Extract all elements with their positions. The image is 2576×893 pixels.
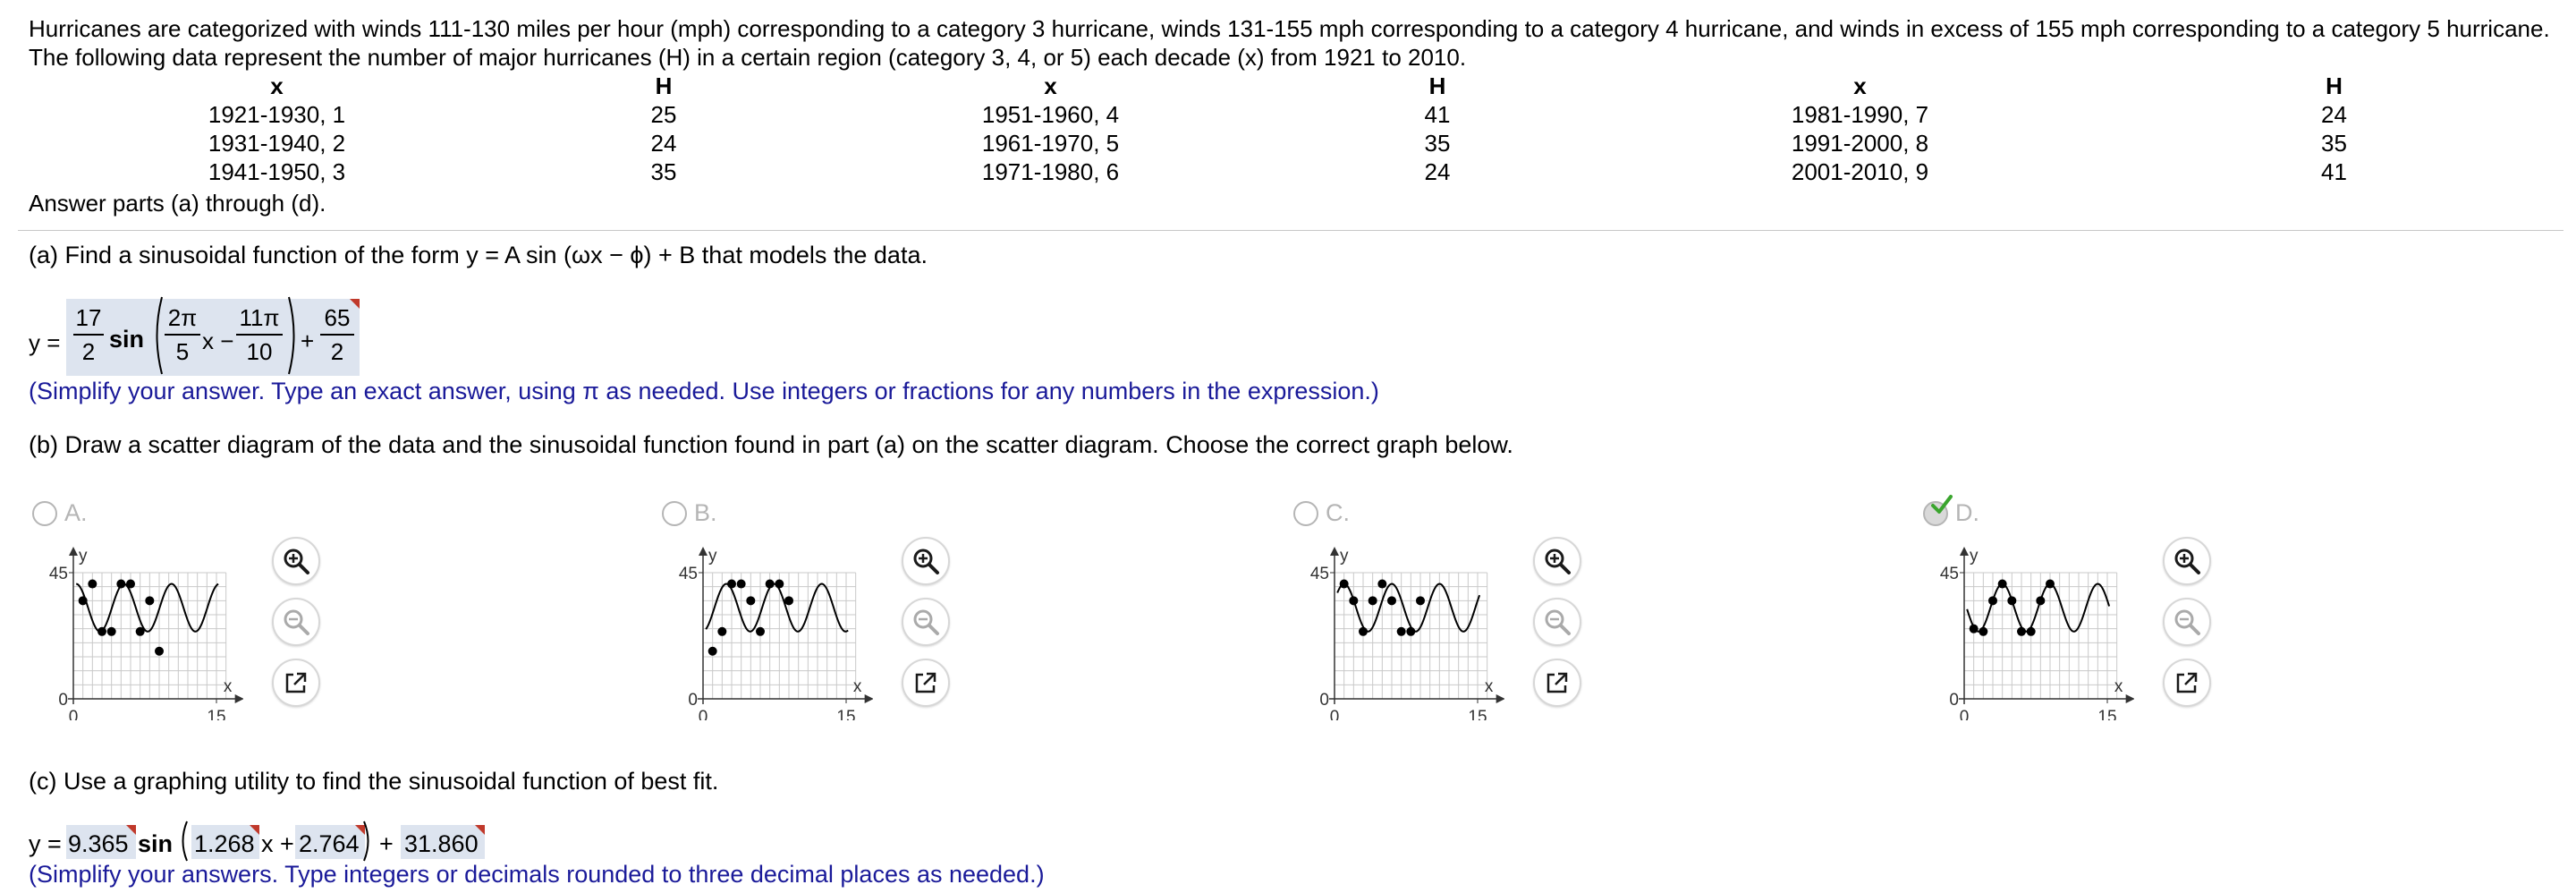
x-tick-label: 15 bbox=[207, 708, 226, 720]
x-axis-arrow bbox=[2126, 694, 2134, 703]
x-axis-arrow bbox=[235, 694, 243, 703]
data-point bbox=[756, 627, 765, 636]
zoom-out-button[interactable] bbox=[1533, 598, 1581, 646]
part-c-amplitude-value: 9.365 bbox=[68, 830, 129, 857]
part-c-note: (Simplify your answers. Type integers or decimals rounded to three decimal places as needed.) bbox=[29, 861, 1045, 888]
data-point bbox=[1349, 596, 1358, 605]
y-tick-label: 45 bbox=[678, 565, 698, 583]
table-cell: 41 bbox=[1424, 101, 1451, 128]
table-header: H bbox=[655, 72, 673, 99]
option-label: D. bbox=[1955, 499, 1979, 526]
data-point bbox=[1340, 580, 1349, 589]
zoom-out-button[interactable] bbox=[2163, 598, 2211, 646]
table-cell: 41 bbox=[2321, 158, 2347, 185]
part-a-vertical-shift-fraction bbox=[320, 304, 354, 366]
table-header: H bbox=[2326, 72, 2343, 99]
y-tick-label: 0 bbox=[58, 691, 68, 710]
data-point bbox=[784, 596, 793, 605]
y-tick-label: 0 bbox=[688, 691, 698, 710]
data-point bbox=[97, 627, 106, 636]
table-cell: 1981-1990, 7 bbox=[1791, 101, 1929, 128]
zoom-in-button[interactable] bbox=[2163, 537, 2211, 585]
part-c-vertical-shift-value: 31.860 bbox=[404, 830, 479, 857]
x-tick-label: 0 bbox=[1959, 708, 1970, 720]
zoom-out-button[interactable] bbox=[902, 598, 950, 646]
part-c-phase-input[interactable] bbox=[295, 825, 365, 859]
option-label: B. bbox=[694, 499, 717, 526]
part-c-phase-value: 2.764 bbox=[299, 830, 360, 857]
option-radio[interactable] bbox=[662, 501, 687, 526]
part-a-omega-fraction bbox=[165, 304, 200, 366]
zoom-in-button[interactable] bbox=[272, 537, 320, 585]
part-c-frequency-value: 1.268 bbox=[194, 830, 255, 857]
y-axis-arrow bbox=[1960, 547, 1969, 556]
y-tick-label: 45 bbox=[1309, 565, 1329, 583]
data-point bbox=[717, 627, 726, 636]
y-axis-arrow bbox=[69, 547, 78, 556]
data-point bbox=[88, 580, 97, 589]
data-point bbox=[1377, 580, 1386, 589]
data-point bbox=[2007, 596, 2016, 605]
y-tick-label: 0 bbox=[1949, 691, 1959, 710]
table-header: H bbox=[1428, 72, 1446, 99]
data-point bbox=[1988, 596, 1997, 605]
data-point bbox=[1979, 627, 1987, 636]
table-cell: 1951-1960, 4 bbox=[981, 101, 1120, 128]
table-header: x bbox=[1044, 72, 1057, 99]
data-point bbox=[79, 596, 88, 605]
y-axis-label: y bbox=[1340, 547, 1349, 566]
part-c-x-plus: x + bbox=[261, 830, 294, 857]
x-tick-label: 15 bbox=[1468, 708, 1487, 720]
zoom-in-button[interactable] bbox=[902, 537, 950, 585]
option-radio[interactable] bbox=[1923, 501, 1948, 526]
option-radio[interactable] bbox=[1293, 501, 1318, 526]
x-axis-label: x bbox=[223, 677, 233, 696]
checkmark-icon bbox=[1930, 494, 1953, 520]
table-cell: 2001-2010, 9 bbox=[1791, 158, 1929, 185]
data-point bbox=[737, 580, 746, 589]
fraction-numerator: 65 bbox=[324, 304, 351, 331]
data-point bbox=[155, 647, 164, 656]
fraction-bar bbox=[236, 334, 283, 336]
table-cell: 24 bbox=[2321, 101, 2347, 128]
fraction-denominator: 5 bbox=[175, 338, 190, 365]
fraction-numerator: 17 bbox=[75, 304, 102, 331]
data-point bbox=[126, 580, 135, 589]
open-in-new-window-button[interactable] bbox=[902, 659, 950, 707]
fraction-numerator: 2π bbox=[167, 304, 198, 331]
data-point bbox=[1416, 596, 1425, 605]
hurricane-data-table bbox=[29, 72, 2524, 186]
data-point bbox=[766, 580, 775, 589]
y-axis-label: y bbox=[708, 547, 717, 566]
part-c-question: (c) Use a graphing utility to find the sinusoidal function of best fit. bbox=[29, 768, 719, 795]
table-row bbox=[29, 129, 2524, 157]
table-row bbox=[29, 100, 2524, 129]
left-paren bbox=[150, 295, 165, 380]
y-tick-label: 45 bbox=[48, 565, 68, 583]
x-axis-label: x bbox=[852, 677, 862, 696]
data-point bbox=[708, 647, 717, 656]
y-axis-label: y bbox=[1970, 547, 1979, 566]
part-a-x-minus: x − bbox=[202, 327, 234, 354]
part-a-y-equals: y = bbox=[29, 329, 61, 356]
x-tick-label: 0 bbox=[698, 708, 708, 720]
option-label: C. bbox=[1326, 499, 1350, 526]
x-tick-label: 0 bbox=[1329, 708, 1340, 720]
part-c-vertical-shift-input[interactable] bbox=[401, 825, 485, 859]
y-tick-label: 45 bbox=[1939, 565, 1959, 583]
data-point bbox=[746, 596, 755, 605]
open-in-new-window-button[interactable] bbox=[1533, 659, 1581, 707]
problem-intro: Hurricanes are categorized with winds 111-130 miles per hour (mph) corresponding to a category 3 hurricane, winds 131-155 mph corresponding to a category 4 hurricane, and winds in excess of 155 mph corresponding to a category 5 hurricane. The following data represent the number of major hurricanes (H) in a certain region (category 3, 4, or 5) each decade (x) from 1921 to 2010. bbox=[29, 15, 2550, 71]
part-c-plus: + bbox=[379, 830, 394, 857]
data-point bbox=[2046, 580, 2055, 589]
part-a-plus: + bbox=[301, 327, 315, 354]
right-paren bbox=[286, 295, 301, 380]
part-c-amplitude-input[interactable] bbox=[66, 825, 136, 859]
part-a-amplitude-fraction bbox=[73, 304, 104, 366]
data-point bbox=[1387, 596, 1396, 605]
table-cell: 1991-2000, 8 bbox=[1791, 130, 1929, 157]
y-tick-label: 0 bbox=[1319, 691, 1329, 710]
part-a-note: (Simplify your answer. Type an exact answer, using π as needed. Use integers or fractions for any numbers in the expression.) bbox=[29, 378, 1379, 404]
fraction-bar bbox=[320, 334, 354, 336]
x-axis-label: x bbox=[1484, 677, 1494, 696]
data-point bbox=[1406, 627, 1415, 636]
open-in-new-window-button[interactable] bbox=[272, 659, 320, 707]
table-row bbox=[29, 157, 2524, 186]
data-point bbox=[136, 627, 145, 636]
x-tick-label: 15 bbox=[836, 708, 856, 720]
x-axis-arrow bbox=[1496, 694, 1504, 703]
table-header-row bbox=[29, 72, 2524, 100]
part-c-y-equals: y = bbox=[29, 830, 62, 857]
part-a-question: (a) Find a sinusoidal function of the form y = A sin (ωx − ϕ) + B that models the data. bbox=[29, 242, 928, 268]
table-header: x bbox=[1853, 72, 1867, 99]
data-point bbox=[1397, 627, 1406, 636]
scatter-graph bbox=[658, 541, 873, 725]
data-point bbox=[2036, 596, 2045, 605]
y-axis-arrow bbox=[699, 547, 708, 556]
x-tick-label: 15 bbox=[2097, 708, 2117, 720]
data-point bbox=[2017, 627, 2026, 636]
scatter-graph bbox=[29, 541, 243, 725]
scatter-graph bbox=[1290, 541, 1504, 725]
table-cell: 1961-1970, 5 bbox=[981, 130, 1120, 157]
table-header: x bbox=[270, 72, 284, 99]
scatter-graph bbox=[1919, 541, 2134, 725]
zoom-in-button[interactable] bbox=[1533, 537, 1581, 585]
section-divider bbox=[18, 230, 2563, 231]
answer-parts-text: Answer parts (a) through (d). bbox=[29, 190, 326, 217]
part-c-sin: sin bbox=[138, 830, 174, 857]
data-point bbox=[1998, 580, 2007, 589]
table-cell: 35 bbox=[1424, 130, 1451, 157]
table-cell: 24 bbox=[1424, 158, 1451, 185]
data-point bbox=[1368, 596, 1377, 605]
data-point bbox=[775, 580, 784, 589]
data-point bbox=[727, 580, 736, 589]
fraction-numerator: 11π bbox=[239, 304, 280, 331]
table-cell: 1971-1980, 6 bbox=[981, 158, 1120, 185]
data-point bbox=[116, 580, 125, 589]
x-tick-label: 0 bbox=[68, 708, 79, 720]
table-cell: 1921-1930, 1 bbox=[208, 101, 346, 128]
part-a-sin: sin bbox=[109, 326, 145, 353]
option-label: A. bbox=[64, 499, 88, 526]
part-a-phase-fraction bbox=[236, 304, 283, 366]
fraction-denominator: 2 bbox=[81, 338, 96, 365]
y-axis-label: y bbox=[79, 547, 88, 566]
fraction-bar bbox=[165, 334, 200, 336]
data-point bbox=[2027, 627, 2036, 636]
data-point bbox=[145, 596, 154, 605]
option-radio[interactable] bbox=[32, 501, 57, 526]
x-axis-label: x bbox=[2114, 677, 2123, 696]
part-b-question: (b) Draw a scatter diagram of the data and the sinusoidal function found in part (a) on the scatter diagram. Choose the correct graph below. bbox=[29, 431, 1513, 458]
data-point bbox=[107, 627, 116, 636]
table-cell: 24 bbox=[650, 130, 677, 157]
fraction-denominator: 2 bbox=[330, 338, 344, 365]
fraction-bar bbox=[73, 334, 104, 336]
y-axis-arrow bbox=[1330, 547, 1339, 556]
table-cell: 1941-1950, 3 bbox=[208, 158, 346, 185]
table-cell: 1931-1940, 2 bbox=[208, 130, 346, 157]
table-cell: 35 bbox=[650, 158, 677, 185]
table-cell: 35 bbox=[2321, 130, 2347, 157]
table-cell: 25 bbox=[650, 101, 677, 128]
fraction-denominator: 10 bbox=[246, 338, 273, 365]
zoom-out-button[interactable] bbox=[272, 598, 320, 646]
open-in-new-window-button[interactable] bbox=[2163, 659, 2211, 707]
data-point bbox=[1359, 627, 1368, 636]
data-point bbox=[1970, 625, 1979, 634]
part-c-frequency-input[interactable] bbox=[191, 825, 259, 859]
x-axis-arrow bbox=[865, 694, 873, 703]
